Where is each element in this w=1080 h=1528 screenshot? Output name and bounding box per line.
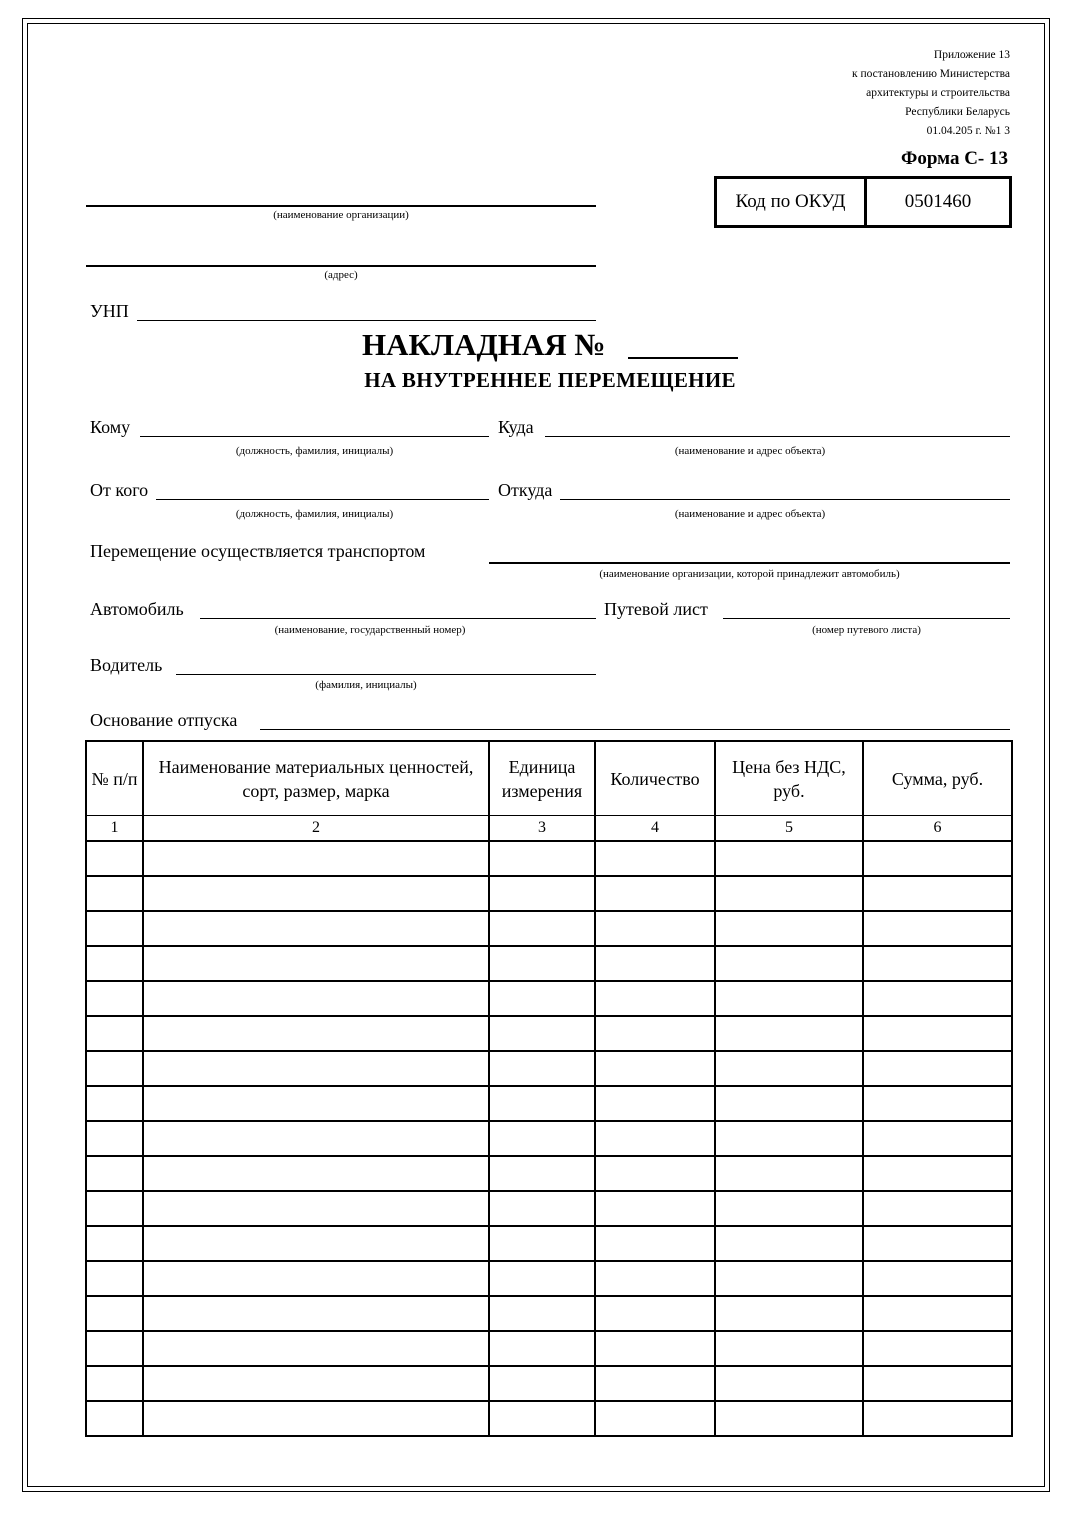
table-cell[interactable] xyxy=(86,1296,143,1331)
otkuda-line[interactable] xyxy=(560,499,1010,500)
table-cell[interactable] xyxy=(715,1086,863,1121)
table-row xyxy=(86,1121,1012,1156)
table-cell[interactable] xyxy=(863,876,1012,911)
kuda-caption: (наименование и адрес объекта) xyxy=(674,445,826,457)
table-row xyxy=(86,946,1012,981)
table-cell[interactable] xyxy=(863,1156,1012,1191)
table-row xyxy=(86,1226,1012,1261)
table-cell[interactable] xyxy=(595,1191,715,1226)
table-cell[interactable] xyxy=(489,946,595,981)
table-row xyxy=(86,1051,1012,1086)
table-cell[interactable] xyxy=(86,1261,143,1296)
appendix-note xyxy=(852,46,1010,141)
table-cell[interactable] xyxy=(715,1156,863,1191)
auto-caption: (наименование, государственный номер) xyxy=(274,624,466,636)
table-cell[interactable] xyxy=(489,1226,595,1261)
table-cell[interactable] xyxy=(595,1296,715,1331)
org-name-line[interactable] xyxy=(86,205,596,207)
table-cell[interactable] xyxy=(863,911,1012,946)
table-row xyxy=(86,1086,1012,1121)
table-cell[interactable] xyxy=(489,1331,595,1366)
table-cell[interactable] xyxy=(715,981,863,1016)
table-cell[interactable] xyxy=(143,1261,489,1296)
doc-subtitle: НА ВНУТРЕННЕЕ ПЕРЕМЕЩЕНИЕ xyxy=(364,368,736,392)
table-cell[interactable] xyxy=(143,1051,489,1086)
table-cell[interactable] xyxy=(86,911,143,946)
table-cell[interactable] xyxy=(595,841,715,876)
table-cell[interactable] xyxy=(86,876,143,911)
table-cell[interactable] xyxy=(715,1051,863,1086)
okud-value[interactable]: 0501460 xyxy=(904,191,972,212)
table-cell[interactable] xyxy=(863,946,1012,981)
column-number: 3 xyxy=(489,816,595,842)
komu-label: Кому xyxy=(90,417,131,437)
table-cell[interactable] xyxy=(86,1016,143,1051)
table-cell[interactable] xyxy=(863,1366,1012,1401)
table-cell[interactable] xyxy=(715,1121,863,1156)
table-cell[interactable] xyxy=(715,1401,863,1436)
table-cell[interactable] xyxy=(595,981,715,1016)
table-row xyxy=(86,1366,1012,1401)
table-cell[interactable] xyxy=(863,1401,1012,1436)
table-cell[interactable] xyxy=(863,1086,1012,1121)
org-address-line[interactable] xyxy=(86,265,596,267)
table-cell[interactable] xyxy=(489,841,595,876)
table-cell[interactable] xyxy=(143,911,489,946)
appendix-line: архитектуры и строительства xyxy=(866,87,1010,99)
table-cell[interactable] xyxy=(863,1191,1012,1226)
table-cell[interactable] xyxy=(143,1296,489,1331)
appendix-line: к постановлению Министерства xyxy=(851,68,1010,80)
table-cell[interactable] xyxy=(86,841,143,876)
table-cell[interactable] xyxy=(143,1086,489,1121)
items-table xyxy=(85,740,1013,1437)
table-cell[interactable] xyxy=(715,876,863,911)
table-cell[interactable] xyxy=(489,981,595,1016)
kuda-line[interactable] xyxy=(545,436,1010,437)
table-row xyxy=(86,981,1012,1016)
table-cell[interactable] xyxy=(595,911,715,946)
table-cell[interactable] xyxy=(489,1401,595,1436)
table-cell[interactable] xyxy=(595,1261,715,1296)
driver-label: Водитель xyxy=(90,655,163,675)
table-cell[interactable] xyxy=(489,1051,595,1086)
org-name-caption: (наименование организации) xyxy=(273,209,409,221)
table-cell[interactable] xyxy=(715,1296,863,1331)
appendix-line: 01.04.205 г. №1 3 xyxy=(926,125,1010,137)
transport-line[interactable] xyxy=(489,562,1010,564)
table-cell[interactable] xyxy=(143,1191,489,1226)
table-cell[interactable] xyxy=(143,841,489,876)
auto-line[interactable] xyxy=(200,618,596,619)
table-cell[interactable] xyxy=(143,981,489,1016)
table-cell[interactable] xyxy=(489,1086,595,1121)
basis-label: Основание отпуска xyxy=(90,710,238,730)
table-cell[interactable] xyxy=(863,1261,1012,1296)
appendix-line: Республики Беларусь xyxy=(905,106,1010,118)
table-cell[interactable] xyxy=(489,1366,595,1401)
table-cell[interactable] xyxy=(86,1366,143,1401)
table-cell[interactable] xyxy=(863,1331,1012,1366)
table-row xyxy=(86,841,1012,876)
table-cell[interactable] xyxy=(143,946,489,981)
table-cell[interactable] xyxy=(595,1051,715,1086)
table-cell[interactable] xyxy=(86,946,143,981)
table-cell[interactable] xyxy=(715,1016,863,1051)
table-cell[interactable] xyxy=(595,1401,715,1436)
table-cell[interactable] xyxy=(86,981,143,1016)
table-cell[interactable] xyxy=(86,1401,143,1436)
table-cell[interactable] xyxy=(863,1016,1012,1051)
table-cell[interactable] xyxy=(143,1331,489,1366)
table-cell[interactable] xyxy=(143,1226,489,1261)
column-number: 5 xyxy=(715,816,863,842)
col-header-sum: Сумма, руб. xyxy=(863,741,1012,816)
ot-kogo-line[interactable] xyxy=(156,499,489,500)
transport-caption: (наименование организации, которой принадлежит автомобиль) xyxy=(599,568,900,580)
col-header-price: Цена без НДС, руб. xyxy=(715,741,863,816)
column-number: 1 xyxy=(86,816,143,842)
kuda-label: Куда xyxy=(498,417,534,437)
table-cell[interactable] xyxy=(595,1016,715,1051)
doc-title: НАКЛАДНАЯ № xyxy=(362,327,606,362)
table-cell[interactable] xyxy=(489,1121,595,1156)
col-header-name: Наименование материальных ценностей, сорт, размер, марка xyxy=(143,741,489,816)
table-cell[interactable] xyxy=(595,1121,715,1156)
column-number: 4 xyxy=(595,816,715,842)
column-number: 2 xyxy=(143,816,489,842)
driver-caption: (фамилия, инициалы) xyxy=(315,679,417,691)
table-cell[interactable] xyxy=(489,1296,595,1331)
transport-label: Перемещение осуществляется транспортом xyxy=(90,541,426,561)
unp-line[interactable] xyxy=(137,320,596,321)
table-row xyxy=(86,1261,1012,1296)
table-cell[interactable] xyxy=(715,946,863,981)
table-cell[interactable] xyxy=(595,1086,715,1121)
table-cell[interactable] xyxy=(715,911,863,946)
col-header-quantity: Количество xyxy=(595,741,715,816)
table-cell[interactable] xyxy=(595,1156,715,1191)
table-cell[interactable] xyxy=(86,1191,143,1226)
table-header-row xyxy=(86,741,1012,816)
table-cell[interactable] xyxy=(715,1191,863,1226)
ot-kogo-caption: (должность, фамилия, инициалы) xyxy=(235,508,394,520)
waybill-label: Путевой лист xyxy=(604,599,708,619)
table-row xyxy=(86,1401,1012,1436)
table-cell[interactable] xyxy=(595,946,715,981)
driver-line[interactable] xyxy=(176,674,596,675)
table-cell[interactable] xyxy=(715,1366,863,1401)
column-number: 6 xyxy=(863,816,1012,842)
table-row xyxy=(86,1191,1012,1226)
table-cell[interactable] xyxy=(595,876,715,911)
waybill-line[interactable] xyxy=(723,618,1010,619)
table-cell[interactable] xyxy=(143,876,489,911)
table-cell[interactable] xyxy=(143,1366,489,1401)
table-cell[interactable] xyxy=(489,1191,595,1226)
table-cell[interactable] xyxy=(863,981,1012,1016)
table-cell[interactable] xyxy=(863,1296,1012,1331)
table-cell[interactable] xyxy=(595,1366,715,1401)
table-row xyxy=(86,1331,1012,1366)
komu-line[interactable] xyxy=(140,436,489,437)
table-cell[interactable] xyxy=(595,1226,715,1261)
appendix-line: Приложение 13 xyxy=(933,49,1010,61)
column-number-row xyxy=(86,816,1012,842)
table-cell[interactable] xyxy=(143,1401,489,1436)
table-cell[interactable] xyxy=(489,1016,595,1051)
komu-caption: (должность, фамилия, инициалы) xyxy=(235,445,394,457)
table-cell[interactable] xyxy=(86,1331,143,1366)
table-cell[interactable] xyxy=(863,1121,1012,1156)
table-cell[interactable] xyxy=(595,1331,715,1366)
table-cell[interactable] xyxy=(715,1226,863,1261)
org-address-caption: (адрес) xyxy=(324,269,358,281)
table-row xyxy=(86,1016,1012,1051)
okud-box xyxy=(714,176,1012,228)
table-cell[interactable] xyxy=(715,1331,863,1366)
otkuda-caption: (наименование и адрес объекта) xyxy=(674,508,826,520)
table-cell[interactable] xyxy=(863,1226,1012,1261)
unp-label: УНП xyxy=(90,301,129,321)
table-cell[interactable] xyxy=(86,1121,143,1156)
table-cell[interactable] xyxy=(86,1051,143,1086)
col-header-unit: Единица измерения xyxy=(489,741,595,816)
table-row xyxy=(86,911,1012,946)
table-cell[interactable] xyxy=(489,911,595,946)
auto-label: Автомобиль xyxy=(90,599,184,619)
table-cell[interactable] xyxy=(715,1261,863,1296)
table-cell[interactable] xyxy=(86,1156,143,1191)
otkuda-label: Откуда xyxy=(498,480,553,500)
table-cell[interactable] xyxy=(143,1016,489,1051)
table-cell[interactable] xyxy=(143,1156,489,1191)
table-cell[interactable] xyxy=(715,841,863,876)
waybill-caption: (номер путевого листа) xyxy=(812,624,921,636)
table-cell[interactable] xyxy=(863,841,1012,876)
col-header-number: № п/п xyxy=(86,741,143,816)
form-name: Форма С- 13 xyxy=(901,148,1008,169)
table-row xyxy=(86,1156,1012,1191)
doc-number-line[interactable] xyxy=(628,357,738,359)
ot-kogo-label: От кого xyxy=(90,480,149,500)
table-cell[interactable] xyxy=(143,1121,489,1156)
basis-line[interactable] xyxy=(260,729,1010,730)
table-row xyxy=(86,1296,1012,1331)
table-cell[interactable] xyxy=(863,1051,1012,1086)
table-cell[interactable] xyxy=(489,1261,595,1296)
table-cell[interactable] xyxy=(86,1086,143,1121)
okud-label: Код по ОКУД xyxy=(717,179,867,225)
table-cell[interactable] xyxy=(86,1226,143,1261)
table-cell[interactable] xyxy=(489,876,595,911)
table-cell[interactable] xyxy=(489,1156,595,1191)
table-row xyxy=(86,876,1012,911)
